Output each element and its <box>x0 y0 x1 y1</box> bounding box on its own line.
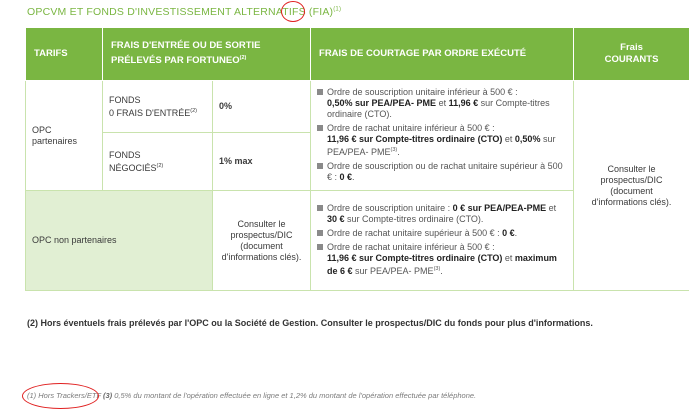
bullet-square-icon <box>317 230 323 236</box>
list-item: Ordre de rachat unitaire inférieur à 500 € : 11,96 € sur Compte-titres ordinaire (CTO) et 0,50% sur PEA/PEA- PME$^{(3)}$. <box>317 123 567 158</box>
table-row <box>26 81 689 133</box>
header-courtage: FRAIS DE COURTAGE PAR ORDRE EXÉCUTÉ <box>311 28 574 81</box>
list-item: Ordre de souscription unitaire : 0 € sur PEA/PEA-PME et 30 € sur Compte-titres ordinaire (CTO). <box>317 203 567 225</box>
header-frais-entree: FRAIS D'ENTRÉE OU DE SORTIE PRÉLEVÉS PAR FORTUNEO$^{(2)}$ <box>103 28 311 81</box>
bullet-square-icon <box>317 205 323 211</box>
bullet-square-icon <box>317 89 323 95</box>
red-annotation-circle <box>22 383 99 409</box>
fonds-0-frais-value: 0% <box>213 81 311 133</box>
header-frais-courants: Frais COURANTS <box>574 28 689 81</box>
bullet-square-icon <box>317 125 323 131</box>
frais-entree-non-part-consult: Consulter le prospectus/DIC (document d'informations clés). <box>213 191 311 291</box>
bullet-square-icon <box>317 163 323 169</box>
list-item: Ordre de souscription unitaire inférieur à 500 € : 0,50% sur PEA/PEA- PME et 11,96 € sur Compte-titres ordinaire (CTO). <box>317 87 567 120</box>
header-tarifs: TARIFS <box>26 28 103 81</box>
frais-courants-consult: Consulter le prospectus/DIC (document d'informations clés). <box>574 81 689 291</box>
footnote-2: (2) Hors éventuels frais prélevés par l'OPC ou la Société de Gestion. Consulter le prospectus/DIC du fonds pour plus d'informations. <box>27 318 593 328</box>
fonds-negocies-label: FONDS NÉGOCIÉS$^{(2)}$ <box>103 133 213 191</box>
fees-table <box>25 27 689 291</box>
red-annotation-circle <box>281 1 305 22</box>
list-item: Ordre de souscription ou de rachat unitaire supérieur à 500 € : 0 €. <box>317 161 567 183</box>
section-title: OPCVM ET FONDS D'INVESTISSEMENT ALTERNATIFS (FIA)$^{(1)}$ <box>27 6 342 18</box>
list-item: Ordre de rachat unitaire supérieur à 500 € : 0 €. <box>317 228 567 239</box>
courtage-partenaires-cell <box>311 81 574 191</box>
opc-non-partenaires-label: OPC non partenaires <box>26 191 213 291</box>
fonds-negocies-value: 1% max <box>213 133 311 191</box>
bullet-square-icon <box>317 244 323 250</box>
table-header-row <box>26 28 689 81</box>
fonds-0-frais-label: FONDS 0 FRAIS D'ENTRÉE$^{(2)}$ <box>103 81 213 133</box>
opc-partenaires-label: OPC partenaires <box>26 81 103 191</box>
list-item: Ordre de rachat unitaire inférieur à 500 € : 11,96 € sur Compte-titres ordinaire (CTO) et maximum de 6 € sur PEA/PEA- PME$^{(3)}$. <box>317 242 567 277</box>
courtage-non-partenaires-cell <box>311 191 574 291</box>
footnotes-1-3: (1) Hors Trackers/ETF (3) 0,5% du montant de l'opération effectuée en ligne et 1,2% du montant de l'opération effectuée par téléphone. <box>27 391 477 400</box>
